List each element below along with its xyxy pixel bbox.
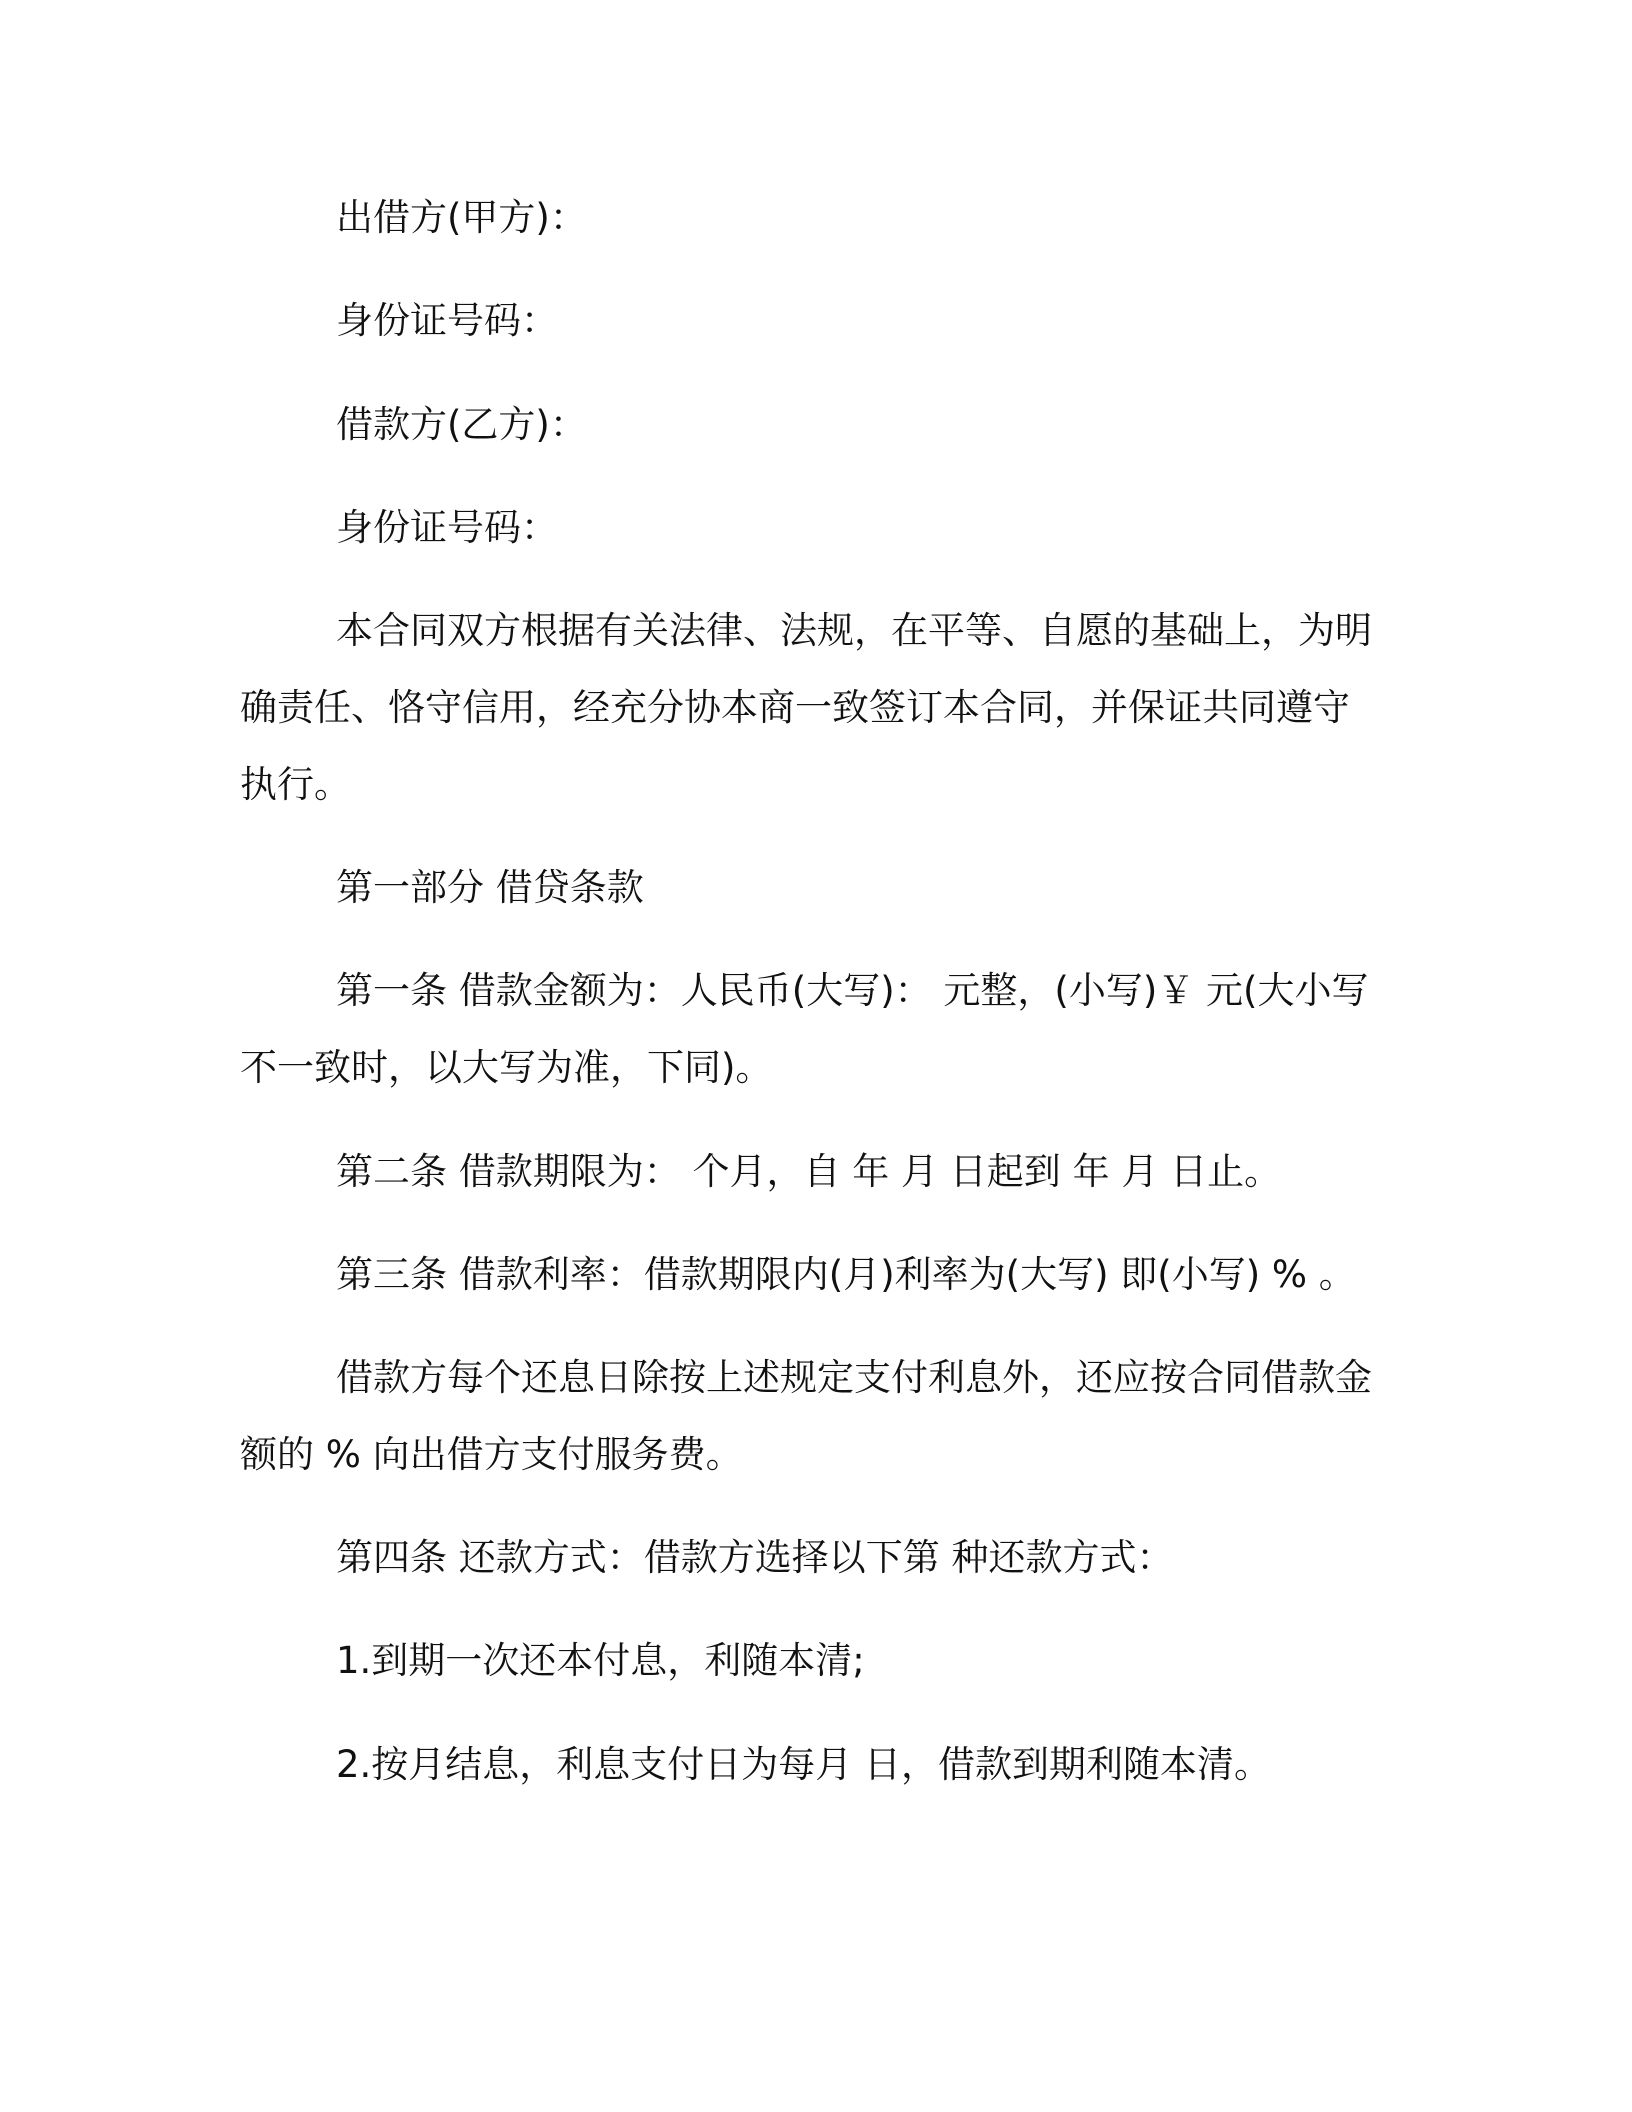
borrower-label: 借款方(乙方)：: [336, 403, 587, 446]
service-fee-line-2: 额的 % 向出借方支付服务费。: [240, 1433, 743, 1476]
lender-label: 出借方(甲方)：: [336, 196, 587, 239]
article-2: 第二条 借款期限为： 个月，自 年 月 日起到 年 月 日止。: [336, 1150, 1282, 1193]
lender-id-label: 身份证号码：: [336, 299, 558, 342]
borrower-id-label: 身份证号码：: [336, 506, 558, 549]
preamble-line-1: 本合同双方根据有关法律、法规，在平等、自愿的基础上，为明: [336, 609, 1372, 652]
preamble-line-3: 执行。: [240, 763, 351, 806]
repayment-option-2: 2.按月结息，利息支付日为每月 日，借款到期利随本清。: [336, 1743, 1272, 1786]
repayment-option-1: 1.到期一次还本付息，利随本清;: [336, 1639, 865, 1682]
service-fee-line-1: 借款方每个还息日除按上述规定支付利息外，还应按合同借款金: [336, 1356, 1372, 1399]
article-1-line-2: 不一致时，以大写为准，下同)。: [240, 1046, 773, 1089]
article-1-line-1: 第一条 借款金额为：人民币(大写)： 元整，(小写)￥ 元(大小写: [336, 969, 1369, 1012]
article-4: 第四条 还款方式：借款方选择以下第 种还款方式：: [336, 1536, 1174, 1579]
part-one-heading: 第一部分 借贷条款: [336, 866, 644, 909]
preamble-line-2: 确责任、恪守信用，经充分协本商一致签订本合同，并保证共同遵守: [240, 686, 1350, 729]
article-3: 第三条 借款利率：借款期限内(月)利率为(大写) 即(小写) % 。: [336, 1253, 1356, 1296]
